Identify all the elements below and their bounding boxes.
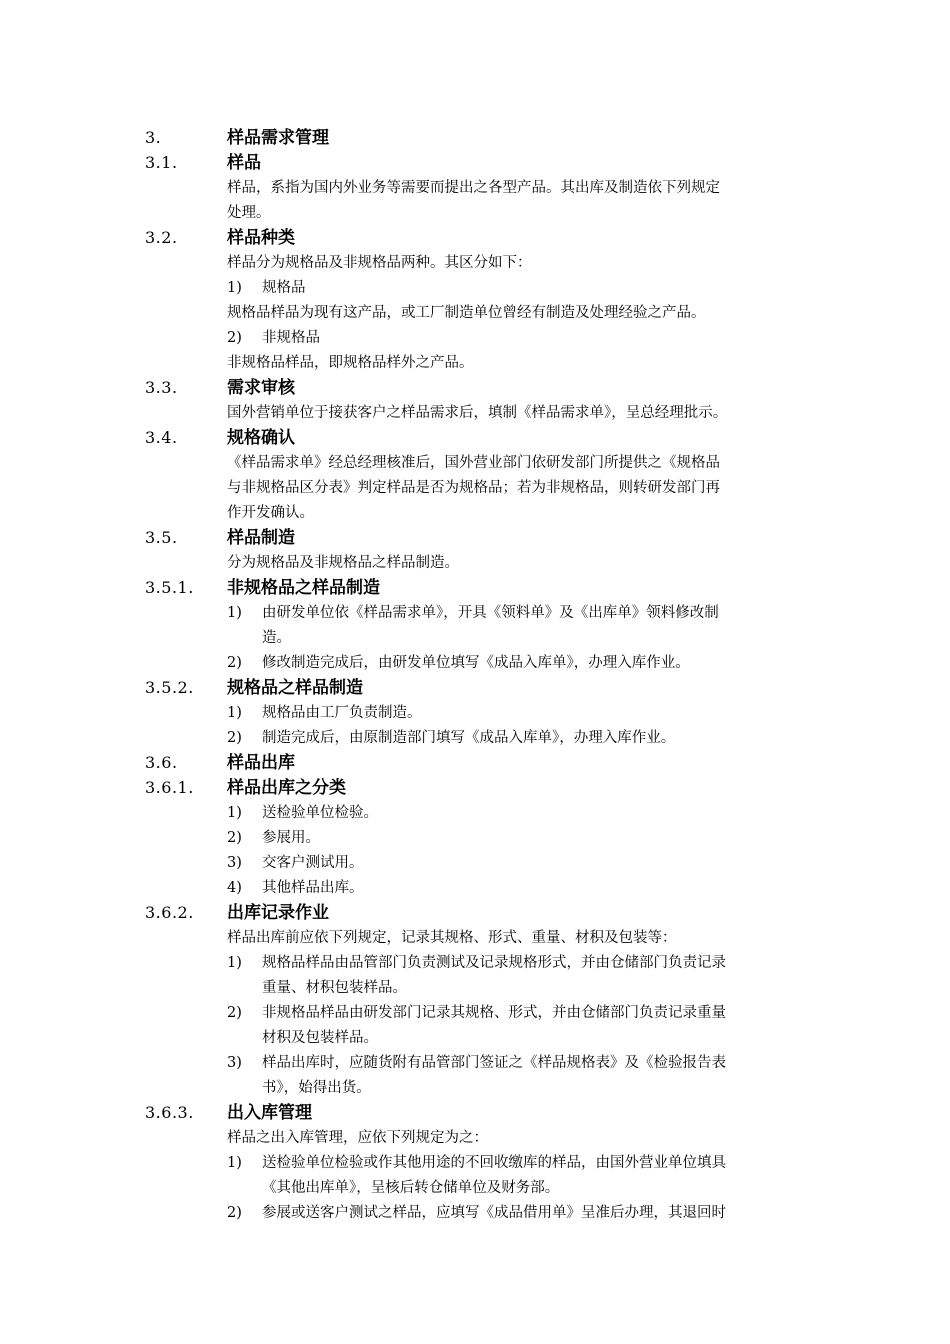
list-item-text: 交客户测试用。 — [262, 855, 364, 871]
paragraph-line: 样品之出入库管理，应依下列规定为之： — [227, 1130, 488, 1146]
paragraph-line: 《样品需求单》经总经理核准后，国外营业部门依研发部门所提供之《规格品 — [227, 455, 720, 471]
section-heading: 样品 — [227, 153, 261, 173]
paragraph-line: 样品出库前应依下列规定，记录其规格、形式、重量、材积及包装等： — [227, 930, 677, 946]
list-item-text: 送检验单位检验。 — [262, 805, 378, 821]
list-item-text: 其他样品出库。 — [262, 880, 364, 896]
section-heading: 样品出库之分类 — [227, 778, 346, 798]
list-number: 1) — [227, 1155, 242, 1171]
paragraph-line: 作开发确认。 — [227, 505, 314, 521]
paragraph-line: 非规格品样品，即规格品样外之产品。 — [227, 355, 474, 371]
section-number: 3.2. — [145, 228, 178, 247]
section-heading: 需求审核 — [227, 378, 295, 398]
section-heading: 样品需求管理 — [227, 128, 329, 148]
list-item-text: 规格品样品由品管部门负责测试及记录规格形式，并由仓储部门负责记录 — [262, 955, 726, 971]
section-number: 3. — [145, 128, 162, 147]
list-item-text: 造。 — [262, 630, 291, 646]
list-item-text: 送检验单位检验或作其他用途的不回收缴库的样品，由国外营业单位填具 — [262, 1155, 726, 1171]
list-item-text: 书》，始得出货。 — [262, 1080, 371, 1096]
section-number: 3.6.3. — [145, 1103, 194, 1122]
paragraph-line: 分为规格品及非规格品之样品制造。 — [227, 555, 459, 571]
list-number: 2) — [227, 1005, 242, 1021]
list-item-text: 规格品由工厂负责制造。 — [262, 705, 422, 721]
section-number: 3.5.1. — [145, 578, 194, 597]
paragraph-line: 规格品样品为现有这产品，或工厂制造单位曾经有制造及处理经验之产品。 — [227, 305, 706, 321]
paragraph-line: 样品分为规格品及非规格品两种。其区分如下： — [227, 255, 532, 271]
list-item-text: 规格品 — [262, 280, 306, 296]
section-heading: 样品出库 — [227, 753, 295, 773]
list-number: 1) — [227, 280, 242, 296]
list-item-text: 由研发单位依《样品需求单》，开具《领料单》及《出库单》领料修改制 — [262, 605, 719, 621]
list-number: 3) — [227, 855, 242, 871]
paragraph-line: 处理。 — [227, 205, 271, 221]
section-number: 3.5. — [145, 528, 178, 547]
list-item-text: 制造完成后，由原制造部门填写《成品入库单》，办理入库作业。 — [262, 730, 676, 746]
section-heading: 出入库管理 — [227, 1103, 312, 1123]
list-number: 1) — [227, 605, 242, 621]
list-number: 4) — [227, 880, 242, 896]
list-item-text: 参展用。 — [262, 830, 320, 846]
section-heading: 规格品之样品制造 — [227, 678, 363, 698]
paragraph-line: 样品，系指为国内外业务等需要而提出之各型产品。其出库及制造依下列规定 — [227, 180, 720, 196]
list-item-text: 修改制造完成后，由研发单位填写《成品入库单》，办理入库作业。 — [262, 655, 690, 671]
section-number: 3.4. — [145, 428, 178, 447]
list-item-text: 参展或送客户测试之样品，应填写《成品借用单》呈准后办理，其退回时 — [262, 1205, 726, 1221]
section-heading: 样品种类 — [227, 228, 295, 248]
section-number: 3.6. — [145, 753, 178, 772]
list-item-text: 重量、材积包装样品。 — [262, 980, 407, 996]
section-heading: 出库记录作业 — [227, 903, 329, 923]
list-number: 1) — [227, 805, 242, 821]
section-number: 3.3. — [145, 378, 178, 397]
section-number: 3.6.2. — [145, 903, 194, 922]
list-item-text: 《其他出库单》，呈核后转仓储单位及财务部。 — [262, 1180, 560, 1196]
list-number: 1) — [227, 955, 242, 971]
section-number: 3.6.1. — [145, 778, 194, 797]
list-number: 2) — [227, 830, 242, 846]
list-item-text: 样品出库时，应随货附有品管部门签证之《样品规格表》及《检验报告表 — [262, 1055, 726, 1071]
list-item-text: 材积及包装样品。 — [262, 1030, 378, 1046]
list-item-text: 非规格品 — [262, 330, 320, 346]
list-number: 3) — [227, 1055, 242, 1071]
section-number: 3.5.2. — [145, 678, 194, 697]
list-number: 1) — [227, 705, 242, 721]
section-heading: 规格确认 — [227, 428, 295, 448]
list-item-text: 非规格品样品由研发部门记录其规格、形式，并由仓储部门负责记录重量 — [262, 1005, 726, 1021]
section-heading: 样品制造 — [227, 528, 295, 548]
section-number: 3.1. — [145, 153, 178, 172]
list-number: 2) — [227, 655, 242, 671]
list-number: 2) — [227, 1205, 242, 1221]
paragraph-line: 国外营销单位于接获客户之样品需求后，填制《样品需求单》，呈总经理批示。 — [227, 405, 728, 421]
section-heading: 非规格品之样品制造 — [227, 578, 380, 598]
list-number: 2) — [227, 730, 242, 746]
paragraph-line: 与非规格品区分表》判定样品是否为规格品；若为非规格品，则转研发部门再 — [227, 480, 720, 496]
list-number: 2) — [227, 330, 242, 346]
